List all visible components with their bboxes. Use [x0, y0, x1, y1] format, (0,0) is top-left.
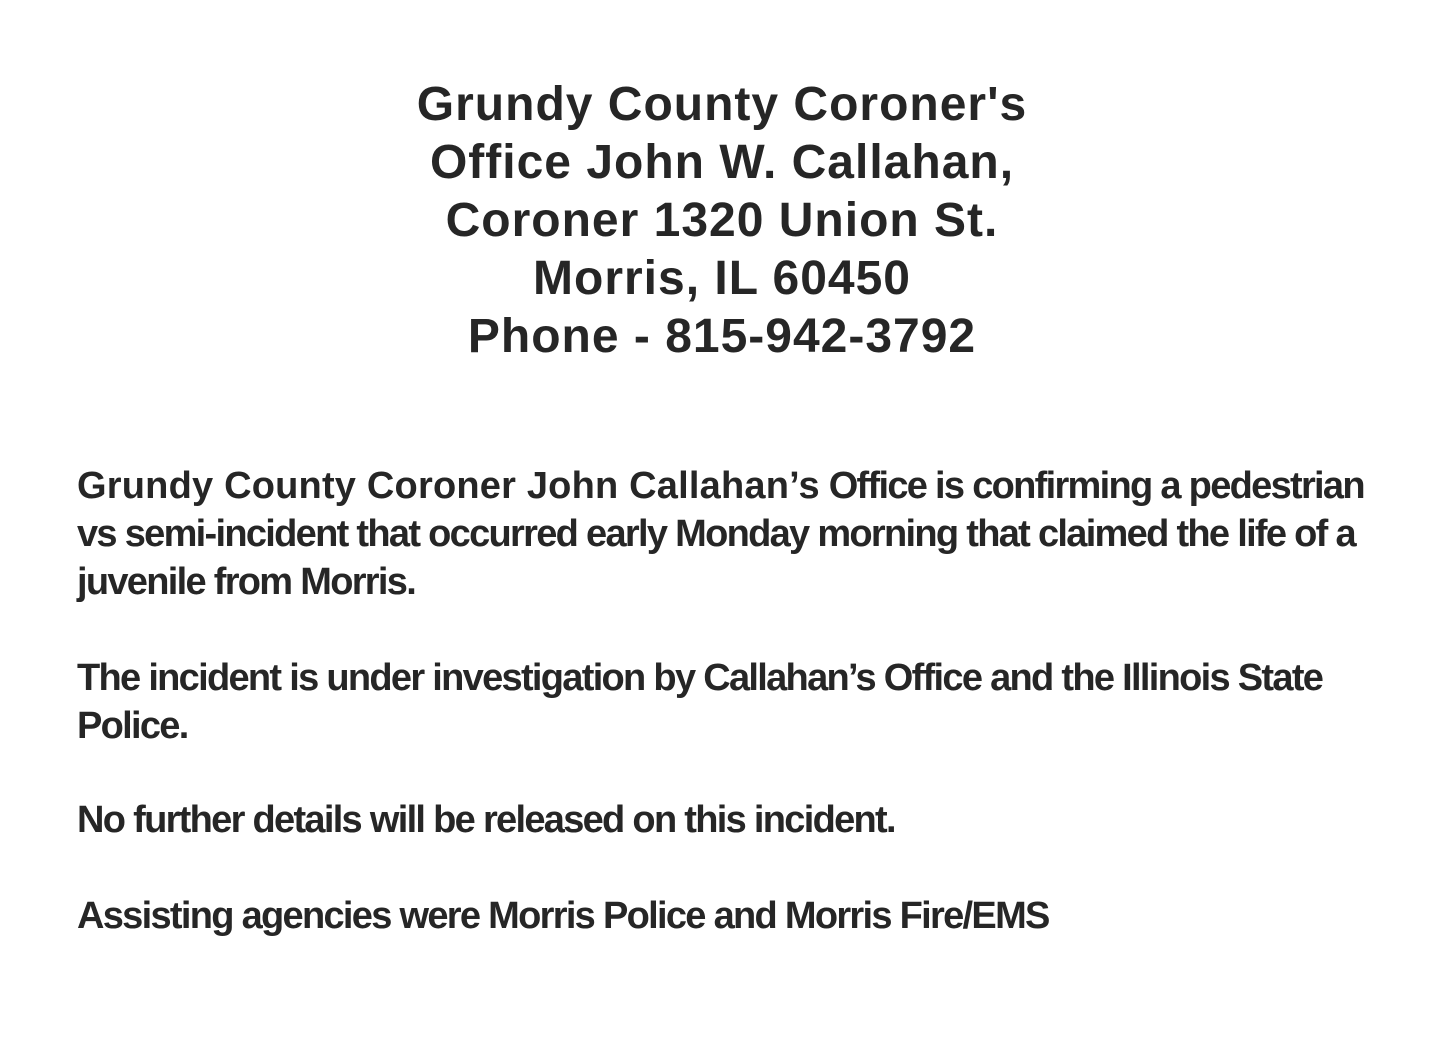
paragraph-no-further-details: No further details will be released on this incident.: [77, 799, 895, 841]
letterhead-line-street-address: Coroner 1320 Union St.: [445, 194, 999, 247]
letterhead-line-coroner-name: Office John W. Callahan,: [429, 136, 1015, 189]
letterhead-line-city-state-zip: Morris, IL 60450: [533, 252, 911, 305]
letterhead-line-phone: Phone - 815-942-3792: [467, 310, 977, 363]
paragraph-confirmation-lead: Grundy County Coroner John Callahan’s: [77, 465, 820, 507]
paragraph-assisting-agencies: Assisting agencies were Morris Police and Morris Fire/EMS: [77, 895, 1049, 937]
paragraph-confirmation-rest: Office is confirming a pedestrian vs semi-incident that occurred early Monday morning that claimed the life of a juvenile from Morris.: [77, 465, 1364, 603]
paragraph-investigation: The incident is under investigation by Callahan’s Office and the Illinois State Police.: [77, 657, 1323, 747]
press-release-body: [77, 462, 1377, 940]
letterhead-line-office-name: Grundy County Coroner's: [416, 78, 1028, 131]
letterhead: [0, 76, 1444, 366]
paragraph-confirmation: [77, 462, 1377, 606]
